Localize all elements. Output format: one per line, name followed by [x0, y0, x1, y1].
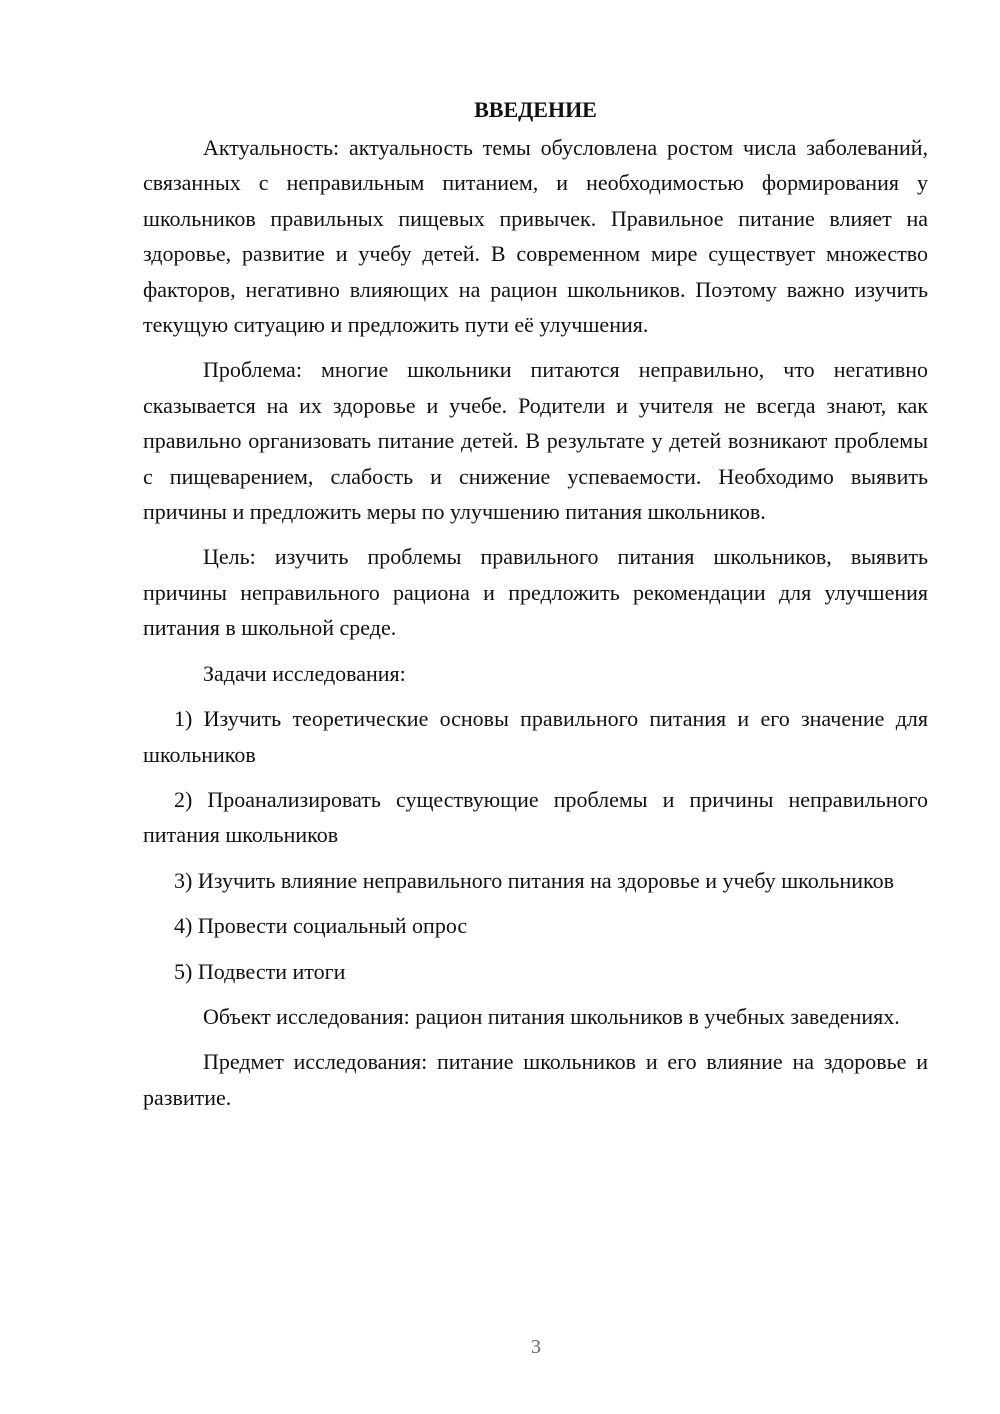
tasks-title: Задачи исследования: — [203, 660, 406, 686]
relevance-paragraph: Актуальность: актуальность темы обусловлена ростом числа заболеваний, связанных с неправильным питанием, и необходимостью формирования у школьников правильных пищевых привычек. Правильное питание влияет на здоровье, развитие и учебу детей. В современном мире существует множество факторов, негативно влияющих на рацион школьников. Поэтому важно изучить текущую ситуацию и предложить пути её улучшения. — [143, 135, 928, 338]
task-item-4: 4) Провести социальный опрос — [174, 913, 468, 939]
goal-paragraph: Цель: изучить проблемы правильного питания школьников, выявить причины неправильного рациона и предложить рекомендации для улучшения питания в школьной среде. — [143, 544, 928, 641]
subject-paragraph: Предмет исследования: питание школьников и его влияние на здоровье и развитие. — [143, 1049, 928, 1110]
page-content — [143, 92, 928, 1125]
task-item-5: 5) Подвести итоги — [174, 958, 346, 984]
page-number: 3 — [531, 1336, 541, 1358]
task-item-3: 3) Изучить влияние неправильного питания на здоровье и учебу школьников — [174, 867, 894, 893]
object-paragraph: Объект исследования: рацион питания школьников в учебных заведениях. — [203, 1003, 900, 1029]
task-item-2: 2) Проанализировать существующие проблемы и причины неправильного питания школьников — [143, 786, 928, 848]
problem-paragraph: Проблема: многие школьники питаются неправильно, что негативно сказывается на их здоровье и учебе. Родители и учителя не всегда знают, как правильно организовать питание детей. В результате у детей возникают проблемы с пищеварением, слабость и снижение успеваемости. Необходимо выявить причины и предложить меры по улучшению питания школьников. — [143, 357, 928, 525]
task-item-1: 1) Изучить теоретические основы правильного питания и его значение для школьников — [143, 706, 928, 767]
page-title: ВВЕДЕНИЕ — [474, 97, 597, 122]
